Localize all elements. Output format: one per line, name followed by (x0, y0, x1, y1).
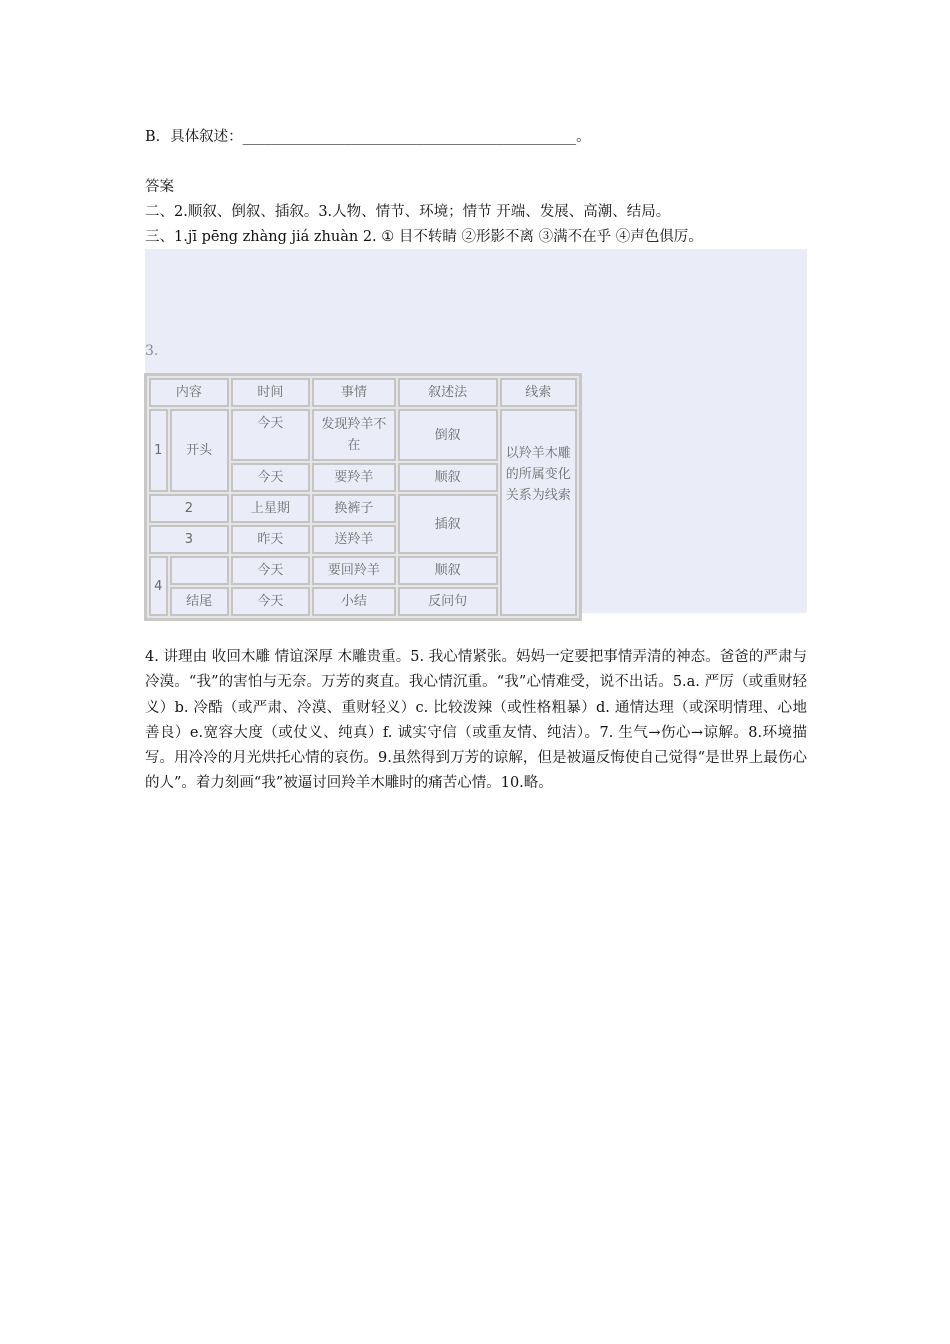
row-event: 小结 (312, 587, 396, 616)
answer-section-3: 三、1.jī pēng zhàng jiá zhuàn 2. ① 目不转睛 ②形影不离 ③满不在乎 ④声色俱厉。 (145, 229, 703, 245)
row-time: 昨天 (231, 525, 310, 554)
header-content: 内容 (149, 378, 229, 407)
narrative-structure-table (144, 373, 582, 621)
row-method: 反问句 (398, 587, 498, 616)
row-method: 顺叙 (398, 463, 498, 492)
row-event: 要羚羊 (312, 463, 396, 492)
question-3-label: 3. (145, 343, 159, 359)
table-row (149, 409, 577, 461)
answer-section-2: 二、2.顺叙、倒叙、插叙。3.人物、情节、环境；情节 开端、发展、高潮、结局。 (145, 204, 671, 220)
clue-cell: 以羚羊木雕的所属变化关系为线索 (500, 409, 577, 616)
header-time: 时间 (231, 378, 310, 407)
header-clue: 线索 (500, 378, 577, 407)
table-header-row (149, 378, 577, 407)
header-method: 叙述法 (398, 378, 498, 407)
row-method: 倒叙 (398, 409, 498, 461)
row-time: 今天 (231, 587, 310, 616)
row-event: 发现羚羊不在 (312, 409, 396, 461)
answer-heading: 答案 (145, 179, 174, 195)
row-number: 1 (149, 409, 168, 492)
row-part: 结尾 (170, 587, 229, 616)
row-number: 2 (149, 494, 229, 523)
row-number: 4 (149, 556, 168, 616)
row-number: 3 (149, 525, 229, 554)
row-method: 插叙 (398, 494, 498, 554)
row-method: 顺叙 (398, 556, 498, 585)
row-time: 今天 (231, 556, 310, 585)
row-time: 今天 (231, 409, 310, 461)
row-event: 要回羚羊 (312, 556, 396, 585)
row-event: 换裤子 (312, 494, 396, 523)
row-part (170, 556, 229, 585)
header-event: 事情 (312, 378, 396, 407)
question-b-line: B．具体叙述：______________________________________________。 (145, 129, 591, 145)
answer-paragraph: 4. 讲理由 收回木雕 情谊深厚 木雕贵重。5. 我心情紧张。妈妈一定要把事情弄清的神态。爸爸的严肃与冷漠。“我”的害怕与无奈。万芳的爽直。我心情沉重。“我”心情难受，说不出话。5.a. 严厉（或重财轻义）b. 冷酷（或严肃、冷漠、重财轻义）c. 比较泼辣（或性格粗暴）d. 通情达理（或深明情理、心地善良）e.宽容大度（或仗义、纯真）f. 诚实守信（或重友情、纯洁）。7. 生气→伤心→谅解。8.环境描写。用冷冷的月光烘托心情的哀伤。9.虽然得到万芳的谅解，但是被逼反悔使自己觉得“是世界上最伤心的人”。着力刻画“我”被逼讨回羚羊木雕时的痛苦心情。10.略。 (145, 649, 807, 792)
row-time: 今天 (231, 463, 310, 492)
row-part: 开头 (170, 409, 229, 492)
row-time: 上星期 (231, 494, 310, 523)
row-event: 送羚羊 (312, 525, 396, 554)
